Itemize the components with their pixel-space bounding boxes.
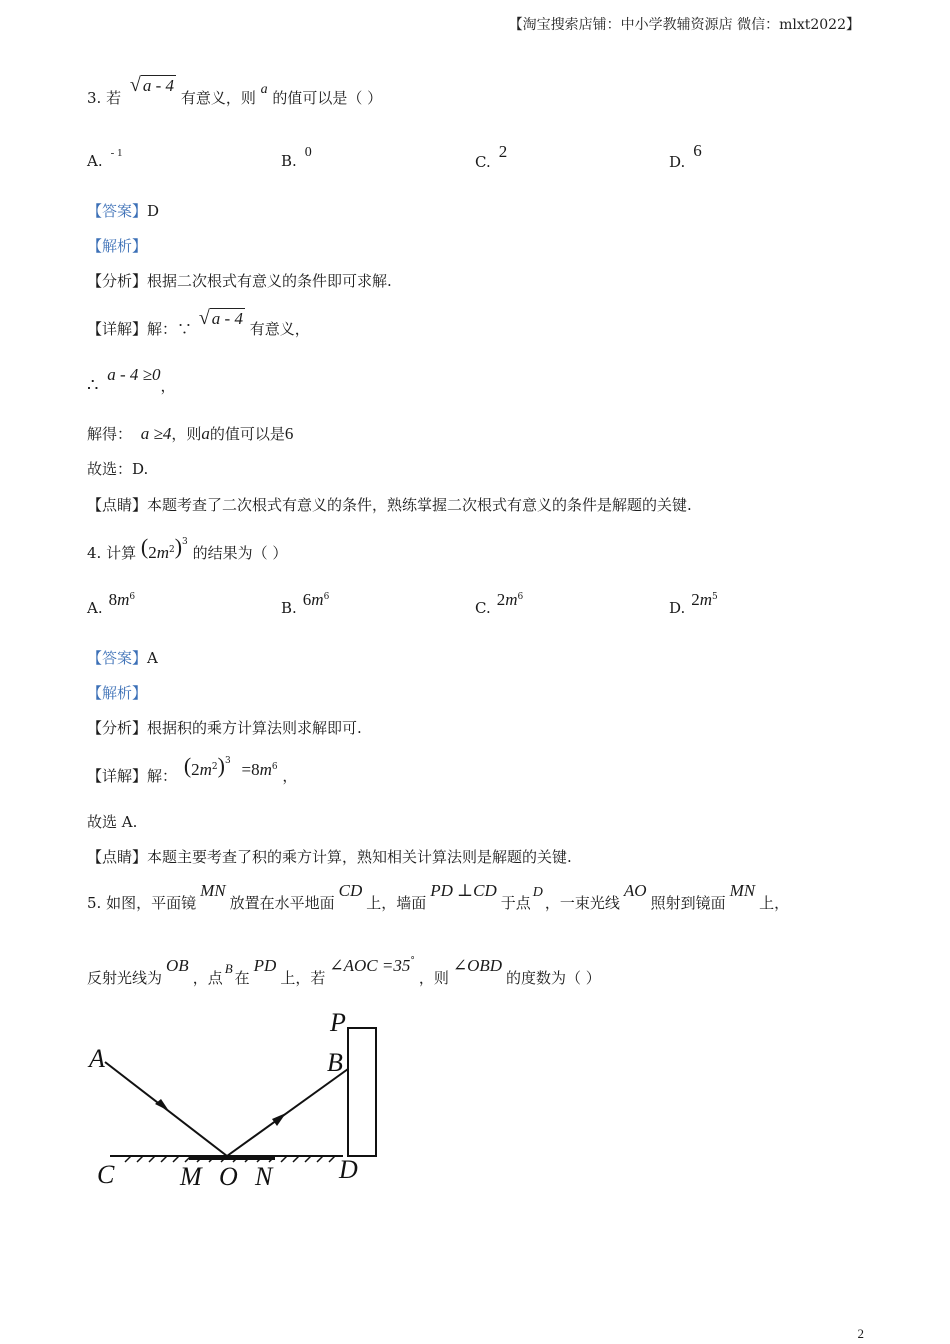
q4-answer: 【答案】A: [87, 649, 158, 667]
q4-stem: 4. 计算 $(2m^2)^3$ 的结果为（ ）: [87, 534, 288, 562]
label-c: C: [97, 1160, 115, 1189]
label-o: O: [219, 1162, 238, 1191]
q3-choose: 故选：D.: [87, 460, 149, 478]
wall-rect: [348, 1028, 376, 1156]
label-d: D: [339, 1155, 358, 1184]
page-header: 【淘宝搜索店铺：中小学教辅资源店 微信：mlxt2022】: [508, 17, 860, 33]
arrow-ob: [272, 1113, 286, 1126]
q4-option-b: B. $6m^6$: [281, 590, 330, 617]
q5-figure: [85, 1005, 405, 1200]
q3-prefix: 3. 若: [87, 89, 122, 107]
label-b: B: [327, 1048, 343, 1077]
q3-analysis-tag: 【解析】: [87, 237, 148, 255]
q5-line1: 5. 如图，平面镜MN放置在水平地面CD上，墙面PD ⊥CD于点D，一束光线AO照射到镜面MN上，: [87, 881, 790, 912]
q3-option-a: A. $^{- 1}$: [87, 147, 123, 170]
q4-analysis-tag: 【解析】: [87, 684, 148, 702]
page-number: 2: [857, 1326, 864, 1341]
q3-option-d: D.6: [669, 141, 702, 171]
q3-dianjing: 【点睛】本题考查了二次根式有意义的条件，熟练掌握二次根式有意义的条件是解题的关键.: [87, 496, 692, 514]
q3-answer: 【答案】D: [87, 202, 160, 220]
q3-option-b: B. 0: [281, 145, 312, 170]
q3-stem: 3. 若 √ a - 4 有意义，则 a 的值可以是（ ）: [87, 74, 383, 107]
q4-fenxi: 【分析】根据积的乘方计算法则求解即可.: [87, 719, 362, 737]
label-a: A: [89, 1044, 105, 1073]
arrow-ao: [155, 1099, 169, 1111]
q4-option-c: C. $2m^6$: [475, 590, 524, 617]
q4-option-a: A. $8m^6$: [87, 590, 136, 617]
label-p: P: [330, 1008, 346, 1037]
q4-dianjing: 【点睛】本题主要考查了积的乘方计算，熟知相关计算法则是解题的关键.: [87, 848, 572, 866]
q3-fenxi: 【分析】根据二次根式有意义的条件即可求解.: [87, 272, 392, 290]
q3-option-c: C.2: [475, 142, 508, 171]
q3-xiangjie: 【详解】解：∵ √ a - 4 有意义，: [87, 307, 310, 338]
q4-choose: 故选 A.: [87, 813, 138, 831]
q3-solve: 解得： a ≥4，则a的值可以是6: [87, 424, 294, 443]
label-n: N: [255, 1162, 273, 1191]
label-m: M: [180, 1162, 202, 1191]
q4-xiangjie: 【详解】解： $(2m^2)^3 =8m^6$ ，: [87, 753, 298, 785]
q5-line2: 反射光线为OB，点B在PD上，若∠AOC =35°，则∠OBD的度数为（ ）: [87, 956, 601, 987]
q3-therefore: ∴ a - 4 ≥0，: [87, 365, 176, 396]
q3-sqrt: √ a - 4: [129, 74, 175, 96]
q4-option-d: D. $2m^5$: [669, 590, 718, 617]
ray-ob: [227, 1069, 348, 1156]
